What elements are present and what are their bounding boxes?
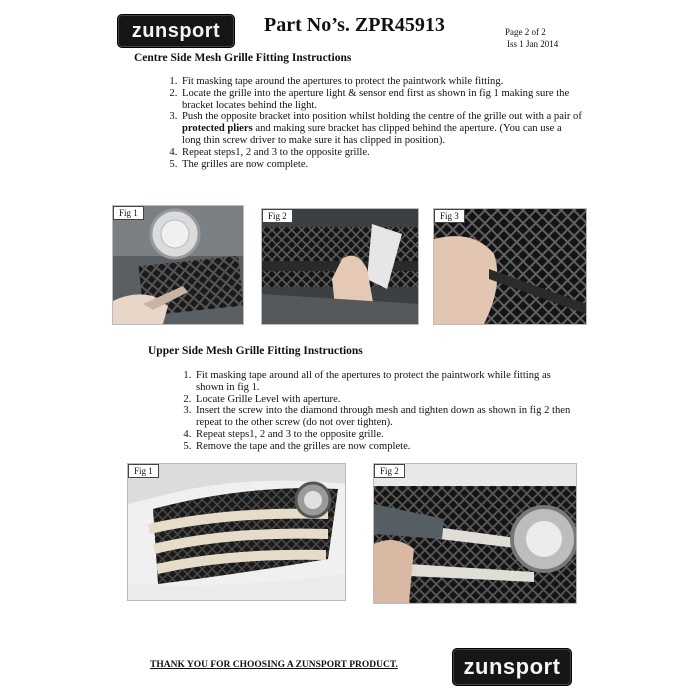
section1-step-1: 1. Fit masking tape around the apertures to protect the paintwork while fitting.: [180, 76, 583, 88]
section1-fig3-photo: [433, 208, 587, 325]
section2-step-2: 2. Locate Grille Level with aperture.: [194, 394, 577, 406]
step3-tail: and making sure bracket has clipped behind the aperture. (You can use a long thin screw driver to make sure it has clipped in position).: [182, 123, 562, 146]
section2-heading: Upper Side Mesh Grille Fitting Instructions: [148, 345, 363, 357]
section1-step-4: 4. Repeat steps1, 2 and 3 to the opposite grille.: [180, 147, 583, 159]
section2-fig2-label: Fig 2: [374, 464, 405, 478]
zunsport-logo-top: [117, 14, 235, 48]
section1-fig2-photo: [261, 208, 419, 325]
section1-fig1-label: Fig 1: [113, 206, 144, 220]
section1-fig1-photo: [112, 205, 244, 325]
zunsport-logo-bottom: [452, 648, 572, 686]
section2-fig1-label: Fig 1: [128, 464, 159, 478]
section2-step-5: 5. Remove the tape and the grilles are now complete.: [194, 441, 577, 453]
section1-step-5: 5. The grilles are now complete.: [180, 159, 583, 171]
section1-heading: Centre Side Mesh Grille Fitting Instructions: [134, 52, 352, 64]
section1-fig3-label: Fig 3: [434, 209, 465, 223]
section2-step-1: 1. Fit masking tape around all of the apertures to protect the paintwork while fitting as shown in fig 1.: [194, 370, 577, 394]
section2-step-3: 3. Insert the screw into the diamond through mesh and tighten down as shown in fig 2 then repeat to the other screw (do not over tighten).: [194, 405, 577, 429]
section1-fig2-label: Fig 2: [262, 209, 293, 223]
page-info: [505, 26, 558, 50]
section2-fig2-photo: [373, 463, 577, 604]
section1-steps: [163, 76, 583, 170]
issue-date: Iss 1 Jan 2014: [507, 39, 559, 49]
step3-start: Push the opposite bracket into position whilst holding the centre of the grille out with a pair of: [182, 111, 582, 123]
section2-step-4: 4. Repeat steps1, 2 and 3 to the opposite grille.: [194, 429, 577, 441]
page-title: Part No’s. ZPR45913: [264, 14, 445, 36]
section2-fig1-photo: [127, 463, 346, 601]
section2-steps: [177, 370, 577, 453]
page-number: Page 2 of 2: [505, 27, 546, 37]
footer-logo-text: zunsport: [463, 654, 561, 679]
step3-bold: protected pliers: [182, 123, 253, 135]
section1-step-2: 2. Locate the grille into the aperture light & sensor end first as shown in fig 1 making sure the bracket locates behind the light.: [180, 88, 583, 112]
logo-text: zunsport: [131, 19, 221, 42]
footer-thank-you: THANK YOU FOR CHOOSING A ZUNSPORT PRODUCT.: [150, 660, 398, 670]
section1-step-3: [180, 111, 583, 146]
